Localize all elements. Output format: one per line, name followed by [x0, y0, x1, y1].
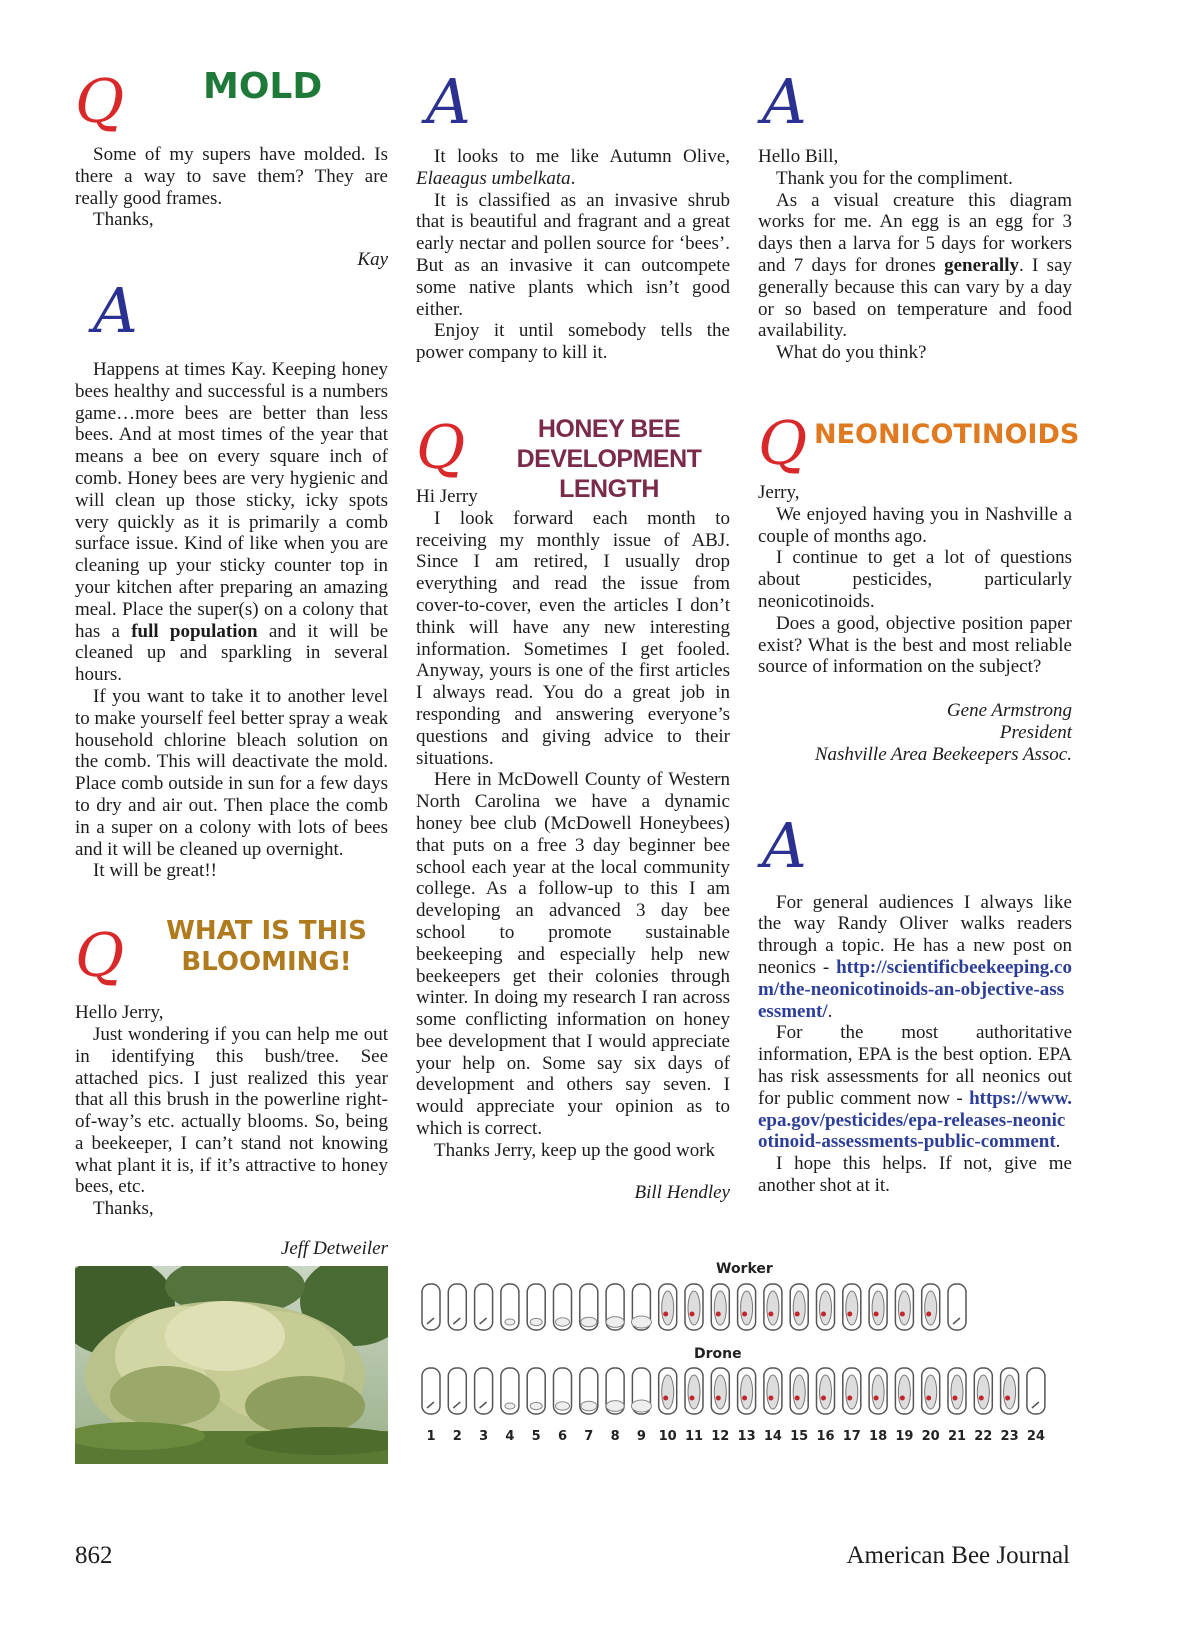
day-label: 11 — [684, 1429, 704, 1444]
day-label: 18 — [869, 1429, 888, 1444]
q4-text-3: Does a good, objective position paper exist? What is the best and most reliable source of information on the subject? — [758, 612, 1072, 678]
eye-mark — [926, 1396, 931, 1401]
q2-greeting: Hello Jerry, — [75, 1002, 164, 1024]
day-label: 15 — [790, 1429, 809, 1444]
eye-mark — [953, 1396, 958, 1401]
day-label: 24 — [1026, 1429, 1045, 1444]
a3-greeting: Hello Bill, — [758, 146, 839, 167]
larva-mark — [606, 1317, 624, 1328]
day-label: 13 — [737, 1429, 756, 1444]
day-label: 17 — [842, 1429, 861, 1444]
eye-mark — [795, 1396, 800, 1401]
pupa-mark — [872, 1375, 884, 1409]
pupa-mark — [820, 1291, 832, 1325]
brood-cell — [422, 1368, 440, 1414]
pupa-mark — [1004, 1375, 1016, 1409]
column-3 — [758, 65, 1080, 1197]
day-label: 9 — [636, 1429, 646, 1444]
section-title-mold: MOLD — [203, 66, 323, 107]
eye-mark — [690, 1396, 695, 1401]
day-label: 2 — [452, 1429, 462, 1444]
eye-mark — [663, 1312, 668, 1317]
pupa-mark — [714, 1291, 726, 1325]
a2-text: It looks to me like Autumn Olive, Elaeagus umbelkata. — [416, 146, 730, 189]
day-label: 12 — [711, 1429, 730, 1444]
a3-bold: generally — [944, 254, 1019, 276]
pupa-mark — [793, 1291, 805, 1325]
larva-mark — [556, 1402, 570, 1410]
eye-mark — [742, 1396, 747, 1401]
eye-mark — [795, 1312, 800, 1317]
brood-cell — [948, 1284, 966, 1330]
section-title-neonic: NEONICOTINOIDS — [814, 418, 1080, 450]
column-2 — [416, 65, 730, 1203]
a2-species: Elaeagus umbelkata — [416, 167, 571, 189]
q-mark-icon: Q — [416, 412, 466, 483]
eye-mark — [742, 1312, 747, 1317]
q2-thanks: Thanks, — [93, 1198, 154, 1220]
day-label: 4 — [505, 1429, 515, 1444]
section-title-blooming: WHAT IS THIS BLOOMING! — [166, 916, 367, 978]
a3-text-3: What do you think? — [776, 342, 927, 364]
eye-mark — [979, 1396, 984, 1401]
column-1 — [75, 66, 388, 1260]
eye-mark — [926, 1312, 931, 1317]
brood-cell — [422, 1284, 440, 1330]
eye-mark — [716, 1312, 721, 1317]
eye-mark — [900, 1396, 905, 1401]
a-mark-icon: A — [762, 808, 807, 882]
q4-text: We enjoyed having you in Nashville a couple of months ago. — [758, 503, 1072, 547]
q4-greeting: Jerry, — [758, 481, 800, 503]
question-header-blooming — [75, 916, 388, 1002]
q2-text: Just wondering if you can help me out in identifying this bush/tree. See attached pics. I just realized this year that all this brush in the powerline right-of-way’s etc. actually blooms. So, being a beekeeper, I can’t stand not knowing what plant it is, if it’s attractive to honey bees, etc. — [75, 1023, 388, 1198]
q1-text: Some of my supers have molded. Is there a way to save them? They are really good frames. — [75, 144, 388, 209]
larva-mark — [530, 1402, 542, 1409]
a-mark-icon: A — [762, 65, 807, 138]
q2-signature: Jeff Detweiler — [280, 1238, 388, 1260]
pupa-mark — [741, 1375, 753, 1409]
pupa-mark — [688, 1375, 700, 1409]
q4-signature: Gene Armstrong President Nashville Area Beekeepers Assoc. — [814, 700, 1072, 765]
day-label: 21 — [947, 1429, 967, 1444]
q3-text: I look forward each month to receiving my monthly issue of ABJ. Since I am retired, I usually drop everything and read the issue from cover-to-cover, even the articles I don’t think will have any new interesting information. Sometimes I get fooled. Anyway, yours is one of the first articles I always read. You do a great job in responding and answering everyone’s questions and giving advice to their situations. — [416, 507, 730, 769]
pupa-mark — [662, 1291, 674, 1325]
day-label: 14 — [763, 1429, 782, 1444]
q3-text-2: Here in McDowell County of Western North Carolina we have a dynamic honey bee club (McDowell Honeybees) that puts on a free 3 day beginner bee school each year at the local community college. As a follow-up to this I am developing an advanced 3 day bee school to promote sustainable beekeeping and especially help new beekeepers get their colonies through winter. In doing my research I ran across some conflicting information on honey bee development that I would appreciate your help on. Some say six days of development and others say seven. I would appreciate your opinion as to which is correct. — [416, 769, 730, 1140]
page-number: 862 — [75, 1542, 113, 1569]
pupa-mark — [872, 1291, 884, 1325]
day-label: 3 — [479, 1429, 489, 1444]
a-mark-icon: A — [426, 65, 471, 138]
pupa-mark — [767, 1291, 779, 1325]
day-label: 23 — [1000, 1429, 1019, 1444]
day-label: 7 — [584, 1429, 594, 1444]
pupa-mark — [662, 1375, 674, 1409]
a1-text-2: If you want to take it to another level to make yourself feel better spray a weak household chlorine bleach solution on the comb. This will deactivate the mold. Place comb outside in sun for a few days to dry and air out. Then place the comb in a super on a colony with lots of bees and it will be cleaned up overnight. — [75, 685, 388, 860]
a1-text: Happens at times Kay. Keeping honey bees healthy and successful is a numbers game…more bees are better than less bees. And at most times of the year that means a bee on every square inch of comb. Honey bees are very hygienic and will clean up those sticky, icky spots very quickly as it is primarily a comb surface issue. Kind of like when you are cleaning up your sticky counter top in your kitchen after preparing an amazing meal. Place the super(s) on a colony that has a full population and it will be cleaned up and sparkling in several hours. — [75, 358, 388, 686]
larva-mark — [606, 1401, 624, 1412]
larva-mark — [530, 1318, 542, 1325]
a2-text-3: Enjoy it until somebody tells the power company to kill it. — [416, 320, 730, 364]
eye-mark — [847, 1396, 852, 1401]
day-label: 1 — [426, 1429, 436, 1444]
a3-text: Thank you for the compliment. — [776, 167, 1013, 189]
q3-greeting: Hi Jerry — [416, 485, 478, 507]
q-mark-icon: Q — [758, 408, 808, 479]
brood-cell — [448, 1284, 466, 1330]
larva-mark — [631, 1400, 651, 1412]
brood-cell — [448, 1368, 466, 1414]
eye-mark — [716, 1396, 721, 1401]
brood-cell — [1027, 1368, 1045, 1414]
pupa-mark — [688, 1291, 700, 1325]
epa-link[interactable]: https://www.epa.gov/pesticides/epa-releases-neonicotinoid-assessments-public-comment — [758, 1087, 1073, 1153]
pupa-mark — [767, 1375, 779, 1409]
a4-text-2: For the most authoritative information, EPA is the best option. EPA has risk assessments for all neonics out for public comment now - https://www.epa.gov/pesticides/epa-releases-neonicotinoid-assessments-public-comment. — [758, 1022, 1073, 1153]
question-header-mold — [75, 66, 388, 144]
pupa-mark — [925, 1375, 937, 1409]
q-mark-icon: Q — [75, 67, 125, 137]
a2-text-2: It is classified as an invasive shrub that is beautiful and fragrant and a great early nectar and pollen source for ‘bees’. But as an invasive it can outcompete some native plants which isn’t good either. — [416, 189, 730, 320]
development-diagram — [416, 1256, 1076, 1448]
section-title-development: HONEY BEE DEVELOPMENT LENGTH — [516, 414, 702, 503]
day-label: 22 — [974, 1429, 993, 1444]
eye-mark — [768, 1312, 773, 1317]
q1-thanks: Thanks, — [93, 209, 154, 231]
q-mark-icon: Q — [75, 921, 125, 992]
a1-text-3: It will be great!! — [93, 860, 217, 882]
a3-text-2: As a visual creature this diagram works for me. An egg is an egg for 3 days then a larva for 5 days for workers and 7 days for drones generally. I say generally because this can vary by a day or so based on temperature and food availability. — [758, 189, 1072, 342]
day-label: 5 — [531, 1429, 541, 1444]
larva-mark — [556, 1318, 570, 1326]
drone-label: Drone — [694, 1346, 742, 1362]
larva-mark — [581, 1401, 597, 1411]
larva-mark — [505, 1319, 515, 1325]
question-header-neonic — [758, 408, 1080, 482]
eye-mark — [663, 1396, 668, 1401]
eye-mark — [874, 1396, 879, 1401]
day-label: 19 — [895, 1429, 914, 1444]
pupa-mark — [846, 1375, 858, 1409]
pupa-mark — [846, 1291, 858, 1325]
eye-mark — [874, 1312, 879, 1317]
pupa-mark — [898, 1375, 910, 1409]
pupa-mark — [898, 1291, 910, 1325]
pupa-mark — [820, 1375, 832, 1409]
scientificbeekeeping-link[interactable]: http://scientificbeekeeping.com/the-neonicotinoids-an-objective-assessment/ — [758, 956, 1072, 1022]
day-label: 6 — [557, 1429, 568, 1444]
q4-text-2: I continue to get a lot of questions about pesticides, particularly neonicotinoids. — [758, 547, 1072, 612]
a1-bold: full population — [131, 620, 258, 642]
pupa-mark — [714, 1375, 726, 1409]
journal-name: American Bee Journal — [846, 1542, 1070, 1569]
q1-signature: Kay — [357, 249, 388, 271]
day-label: 10 — [658, 1429, 677, 1444]
worker-label: Worker — [716, 1261, 773, 1277]
a4-text: For general audiences I always like the way Randy Oliver walks readers through a topic. He has a new post on neonics - http://scientificbeekeeping.com/the-neonicotinoids-an-objective-assessment/. — [758, 891, 1072, 1022]
eye-mark — [821, 1312, 826, 1317]
pupa-mark — [741, 1291, 753, 1325]
a4-text-3: I hope this helps. If not, give me another shot at it. — [758, 1153, 1072, 1196]
eye-mark — [847, 1312, 852, 1317]
a-mark-icon: A — [93, 273, 138, 347]
larva-mark — [581, 1317, 597, 1327]
day-label: 8 — [610, 1429, 620, 1444]
eye-mark — [821, 1396, 826, 1401]
pupa-mark — [951, 1375, 963, 1409]
pupa-mark — [925, 1291, 937, 1325]
day-label: 16 — [816, 1429, 835, 1444]
autumn-olive-photo — [75, 1266, 388, 1464]
eye-mark — [1005, 1396, 1010, 1401]
pupa-mark — [793, 1375, 805, 1409]
brood-cell — [475, 1368, 493, 1414]
eye-mark — [768, 1396, 773, 1401]
pupa-mark — [977, 1375, 989, 1409]
q3-text-3: Thanks Jerry, keep up the good work — [434, 1139, 716, 1161]
q3-signature: Bill Hendley — [634, 1181, 730, 1203]
larva-mark — [505, 1403, 515, 1409]
larva-mark — [631, 1316, 651, 1328]
worker-row — [422, 1284, 966, 1330]
eye-mark — [900, 1312, 905, 1317]
drone-row — [422, 1368, 1045, 1414]
eye-mark — [690, 1312, 695, 1317]
day-label: 20 — [921, 1429, 940, 1444]
day-labels — [426, 1429, 1044, 1444]
brood-cell — [475, 1284, 493, 1330]
